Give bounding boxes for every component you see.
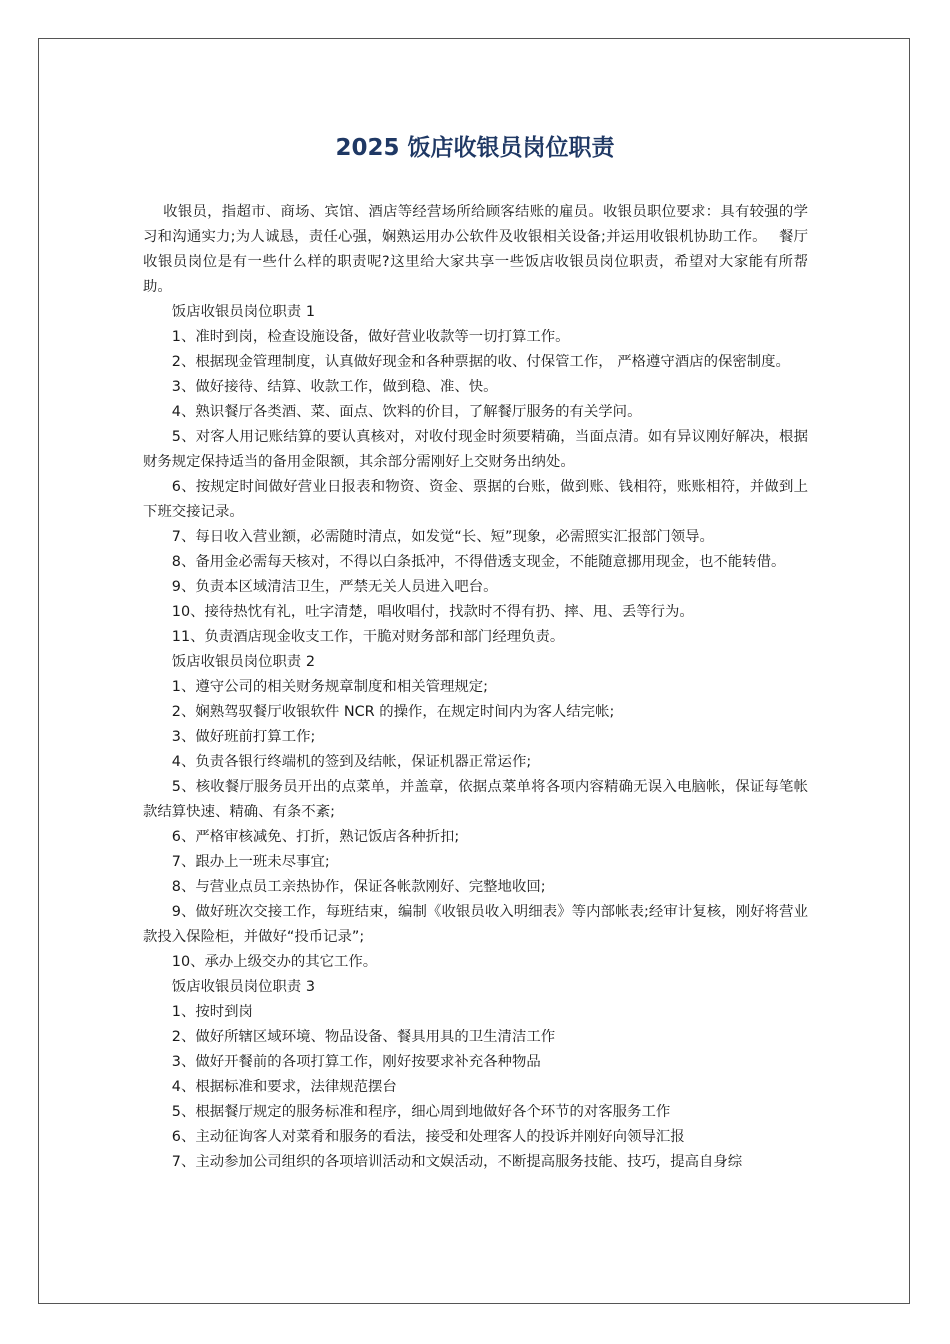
list-item: 6、严格审核减免、打折，熟记饭店各种折扣;	[171, 829, 460, 845]
list-item: 11、负责酒店现金收支工作，干脆对财务部和部门经理负责。	[171, 629, 565, 645]
list-item: 7、每日收入营业额，必需随时清点，如发觉“长、短”现象，必需照实汇报部门领导。	[171, 529, 714, 545]
list-item: 4、熟识餐厅各类酒、菜、面点、饮料的价目，了解餐厅服务的有关学问。	[171, 404, 642, 420]
list-item: 2、做好所辖区域环境、物品设备、餐具用具的卫生清洁工作	[171, 1029, 556, 1045]
list-item: 2、娴熟驾驭餐厅收银软件 NCR 的操作，在规定时间内为客人结完帐;	[171, 704, 615, 720]
list-item: 1、按时到岗	[171, 1004, 253, 1020]
list-item: 2、根据现金管理制度，认真做好现金和各种票据的收、付保管工作， 严格遵守酒店的保密制度。	[171, 354, 790, 370]
list-item: 4、负责各银行终端机的签到及结帐，保证机器正常运作;	[171, 754, 532, 770]
list-item: 5、对客人用记账结算的要认真核对，对收付现金时须要精确，当面点清。如有异议刚好解决，根据财务规定保持适当的备用金限额，其余部分需刚好上交财务出纳处。	[143, 429, 808, 470]
document-title: 2025 饭店收银员岗位职责	[335, 135, 615, 161]
section-heading: 饭店收银员岗位职责 2	[171, 654, 316, 670]
list-item: 1、准时到岗，检查设施设备，做好营业收款等一切打算工作。	[171, 329, 570, 345]
list-item: 5、核收餐厅服务员开出的点菜单，并盖章，依据点菜单将各项内容精确无误入电脑帐，保证每笔帐款结算快速、精确、有条不紊;	[143, 779, 808, 820]
list-item: 8、备用金必需每天核对，不得以白条抵冲，不得借透支现金，不能随意挪用现金，也不能转借。	[171, 554, 786, 570]
list-item: 1、遵守公司的相关财务规章制度和相关管理规定;	[171, 679, 489, 695]
list-item: 6、主动征询客人对菜肴和服务的看法，接受和处理客人的投诉并刚好向领导汇报	[171, 1129, 685, 1145]
list-item: 10、接待热忱有礼，吐字清楚，唱收唱付，找款时不得有扔、摔、甩、丢等行为。	[171, 604, 694, 620]
section-heading: 饭店收银员岗位职责 3	[171, 979, 316, 995]
document-body	[143, 200, 808, 1175]
list-item: 3、做好接待、结算、收款工作，做到稳、准、快。	[171, 379, 498, 395]
list-item: 5、根据餐厅规定的服务标准和程序，细心周到地做好各个环节的对客服务工作	[171, 1104, 671, 1120]
section-3	[143, 975, 808, 1175]
list-item: 3、做好开餐前的各项打算工作，刚好按要求补充各种物品	[171, 1054, 541, 1070]
section-1	[143, 300, 808, 650]
list-item: 6、按规定时间做好营业日报表和物资、资金、票据的台账，做到账、钱相符，账账相符，并做到上下班交接记录。	[143, 479, 808, 520]
list-item: 4、根据标准和要求，法律规范摆台	[171, 1079, 397, 1095]
list-item: 7、主动参加公司组织的各项培训活动和文娱活动，不断提高服务技能、技巧，提高自身综	[171, 1154, 743, 1170]
list-item: 9、负责本区域清洁卫生，严禁无关人员进入吧台。	[171, 579, 498, 595]
section-heading: 饭店收银员岗位职责 1	[171, 304, 316, 320]
list-item: 3、做好班前打算工作;	[171, 729, 316, 745]
list-item: 8、与营业点员工亲热协作，保证各帐款刚好、完整地收回;	[171, 879, 546, 895]
list-item: 9、做好班次交接工作，每班结束，编制《收银员收入明细表》等内部帐表;经审计复核，刚好将营业款投入保险柜，并做好“投币记录”;	[143, 904, 808, 945]
list-item: 10、承办上级交办的其它工作。	[171, 954, 378, 970]
intro-paragraph: 收银员，指超市、商场、宾馆、酒店等经营场所给顾客结账的雇员。收银员职位要求：具有较强的学习和沟通实力;为人诚恳，责任心强，娴熟运用办公软件及收银相关设备;并运用收银机协助工作。 餐厅收银员岗位是有一些什么样的职责呢?这里给大家共享一些饭店收银员岗位职责，希望对大家能有所帮助。	[143, 204, 808, 295]
section-2	[143, 650, 808, 975]
list-item: 7、跟办上一班未尽事宜;	[171, 854, 330, 870]
